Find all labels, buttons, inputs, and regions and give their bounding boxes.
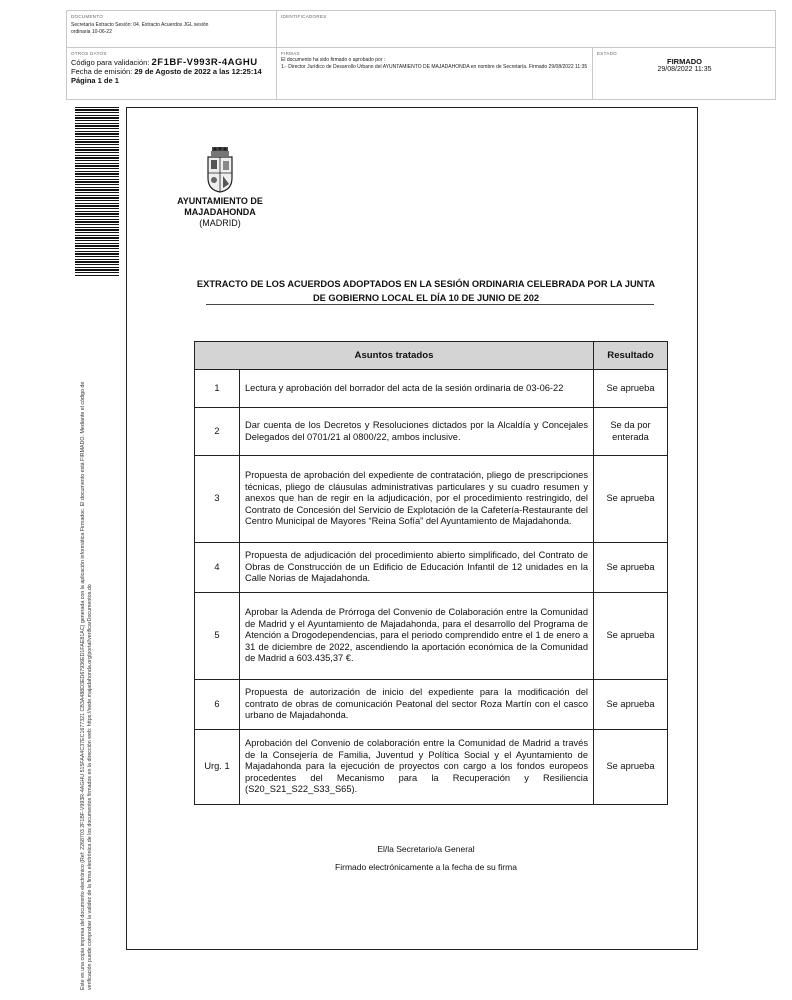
firmas-label: FIRMAS [281,51,300,56]
documento-cell [67,11,277,48]
fecha-value: 29 de Agosto de 2022 a las 12:25:14 [134,67,262,76]
table-header-row [195,342,668,370]
row-description: Aprobar la Adenda de Prórroga del Convenio de Colaboración entre la Comunidad de Madrid y el Ayuntamiento de Majadahonda, para el desarrollo del Programa de Atención a Drogodependencias, para el periodo comprendido entre el 1 de enero a 31 de diciembre de 2022, ascendiendo la aportación económica de la Comunidad de Madrid a 603.435,37 €. [240,593,594,680]
firmas-intro: El documento ha sido firmado o aprobado por : [281,57,386,63]
agreements-table [194,341,668,805]
fecha-label: Fecha de emisión: [71,67,133,76]
col-asuntos-header: Asuntos tratados [195,342,594,370]
municipal-crest-icon [203,146,237,194]
otros-datos-cell [67,48,277,100]
pagina-count: Página 1 de 1 [71,76,119,85]
row-number: 2 [195,408,240,456]
row-result: Se da por enterada [594,408,668,456]
documento-label: DOCUMENTO [71,14,104,19]
row-description: Lectura y aprobación del borrador del acta de la sesión ordinaria de 03-06-22 [240,370,594,408]
signature-note: Firmado electrónicamente a la fecha de su firma [335,862,517,872]
barcode [75,107,119,277]
document-header [66,10,776,100]
row-result: Se aprueba [594,593,668,680]
estado-label: ESTADO [597,51,617,56]
document-title: EXTRACTO DE LOS ACUERDOS ADOPTADOS EN LA SESIÓN ORDINARIA CELEBRADA POR LA JUNTA DE GOBIERNO LOCAL EL DÍA 10 DE JUNIO DE 202 [196,279,656,303]
documento-value: Secretaría Extracto Sesión: 04. Extracto Acuerdos JGL sesión ordinaria 10-06-22 [71,22,209,35]
table-row [195,593,668,680]
table-row [195,456,668,543]
row-number: 3 [195,456,240,543]
row-result: Se aprueba [594,730,668,805]
row-description: Dar cuenta de los Decretos y Resoluciones dictados por la Alcaldía y Concejales Delegados del 0701/21 al 0800/22, ambos inclusive. [240,408,594,456]
identificadores-cell [277,11,776,48]
row-description: Propuesta de autorización de inicio del expediente para la modificación del contrato de obras de comunicación Peatonal del sector Roza Martín con el casco urbano de Majadahonda. [240,680,594,730]
org-line-1: AYUNTAMIENTO DE [177,196,263,206]
signature-role: El/la Secretario/a General [377,844,475,854]
org-line-2: MAJADAHONDA [184,207,256,217]
table-row [195,680,668,730]
row-result: Se aprueba [594,370,668,408]
row-description: Propuesta de adjudicación del procedimiento abierto simplificado, del Contrato de Obras de Construcción de un Edificio de Educación Infantil de 12 unidades en la Calle Norias de Majadahonda. [240,543,594,593]
org-line-3: (MADRID) [199,218,241,228]
identificadores-label: IDENTIFICADORES [281,14,327,19]
organization-name [160,196,280,229]
estado-cell [593,48,776,100]
col-resultado-header: Resultado [594,342,668,370]
estado-value: FIRMADO [667,57,702,66]
side-text-line-1: Este es una copia impresa del documento electrónico (Ref: 2268703 2F1BF-V993R-4AGHU 515FAA4C37EC1677321 CB3A488D3ED67936ED1FAE81AC) generada con la aplicación informática Firmadoc. El documento está FIRMADO. Mediante el código de [80,381,86,990]
firmas-line: 1.- Director Jurídico de Desarrollo Urbano del AYUNTAMIENTO DE MAJADAHONDA en nombre de Secretaría. Firmado 29/08/2022 11:35 [281,63,588,70]
firmas-cell [277,48,593,100]
codigo-validacion [71,58,272,67]
row-result: Se aprueba [594,680,668,730]
title-underline [206,304,654,305]
side-verification-text [80,300,94,990]
table-row [195,408,668,456]
row-number: 6 [195,680,240,730]
row-number: 1 [195,370,240,408]
codigo-value: 2F1BF-V993R-4AGHU [151,57,258,68]
row-number: Urg. 1 [195,730,240,805]
row-description: Propuesta de aprobación del expediente de contratación, pliego de prescripciones técnicas, pliego de cláusulas administrativas particulares y su cuadro resumen y anexos que han de regir en la adjudicación, por el procedimiento restringido, del Contrato de Concesión del Servicio de Explotación de la Cafetería-Restaurante del Centro Municipal de Mayores “Reina Sofía” del Ayuntamiento de Majadahonda. [240,456,594,543]
row-result: Se aprueba [594,543,668,593]
side-text-line-2: verificación puede comprobar la validez de la firma electrónica de los documentos firmados en la dirección web: https://sede.majadahonda.org/portal/verificarDocumentos.do [87,584,93,990]
row-result: Se aprueba [594,456,668,543]
table-row [195,730,668,805]
fecha-emision [71,67,272,76]
otros-datos-label: OTROS DATOS [71,51,107,56]
row-number: 5 [195,593,240,680]
table-row [195,543,668,593]
estado-date: 29/08/2022 11:35 [657,66,712,73]
codigo-label: Código para validación: [71,58,150,67]
row-description: Aprobación del Convenio de colaboración entre la Comunidad de Madrid a través de la Consejería de Familia, Juventud y Política Social y el Ayuntamiento de Majadahonda para la ejecución de proyectos con cargo a los fondos europeos procedentes del Mecanismo para la Recuperación y Resiliencia (S20_S21_S22_S33_S65). [240,730,594,805]
table-row [195,370,668,408]
row-number: 4 [195,543,240,593]
